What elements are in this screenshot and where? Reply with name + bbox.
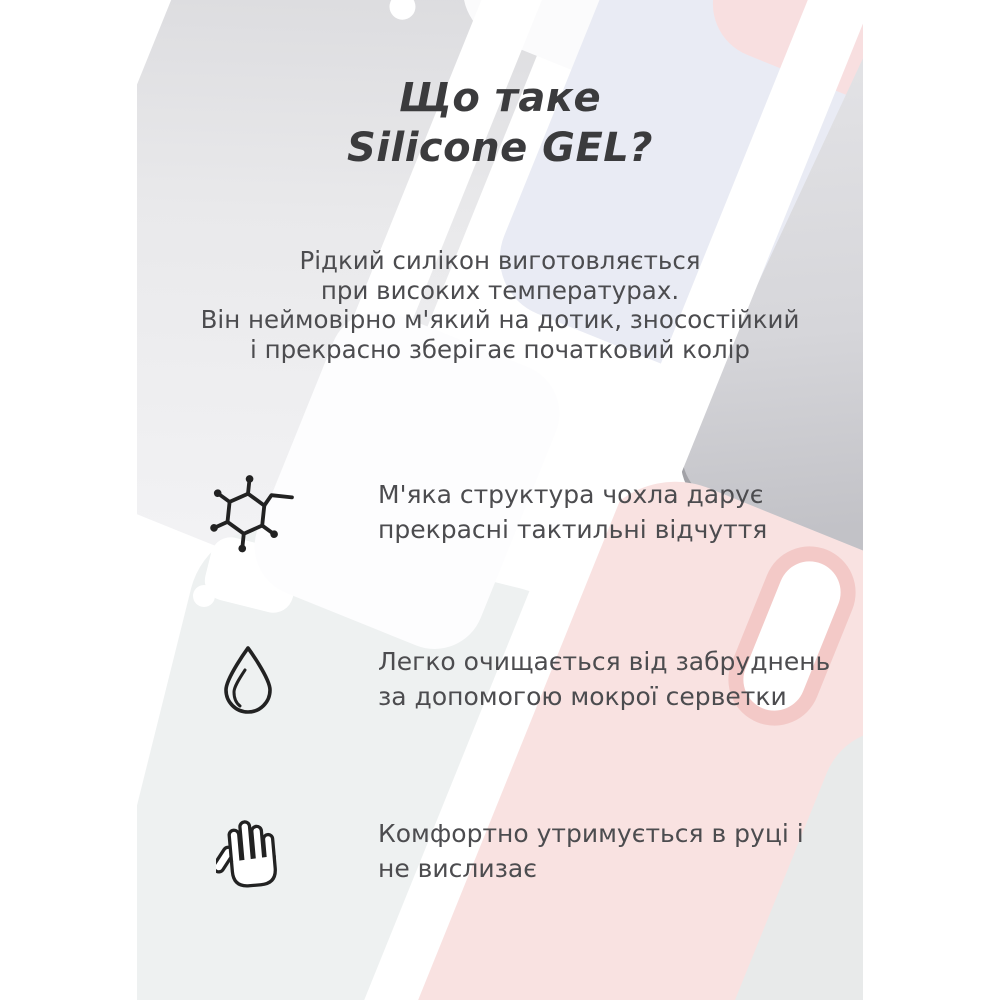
page-title (0, 73, 1000, 173)
feature-text (378, 816, 804, 886)
intro-line: Він неймовірно м'який на дотик, зносостійкий (200, 305, 800, 334)
feature-soft-structure (200, 470, 767, 554)
feature-text-line: Комфортно утримується в руці і (378, 819, 804, 848)
intro-line: і прекрасно зберігає початковий колір (250, 334, 750, 364)
feature-text-line: за допомогою мокрої серветки (378, 682, 787, 711)
feature-text (378, 477, 767, 547)
intro-text (0, 246, 1000, 364)
hand-icon (200, 810, 296, 892)
feature-text-line: не вислизає (378, 854, 537, 883)
title-line-2: Silicone GEL? (346, 125, 653, 171)
feature-text-line: М'яка структура чохла дарує (378, 480, 764, 509)
title-line-1: Що таке (398, 75, 602, 121)
intro-line: Рідкий силікон виготовляється (299, 246, 701, 275)
molecule-icon (200, 470, 296, 554)
feature-easy-clean (200, 644, 830, 714)
feature-comfortable-grip (200, 810, 804, 892)
water-drop-icon (200, 644, 296, 714)
feature-text-line: прекрасні тактильні відчуття (378, 515, 768, 544)
feature-text-line: Легко очищається від забруднень (378, 647, 831, 676)
intro-line: при високих температурах. (320, 275, 680, 305)
feature-text (378, 644, 830, 714)
